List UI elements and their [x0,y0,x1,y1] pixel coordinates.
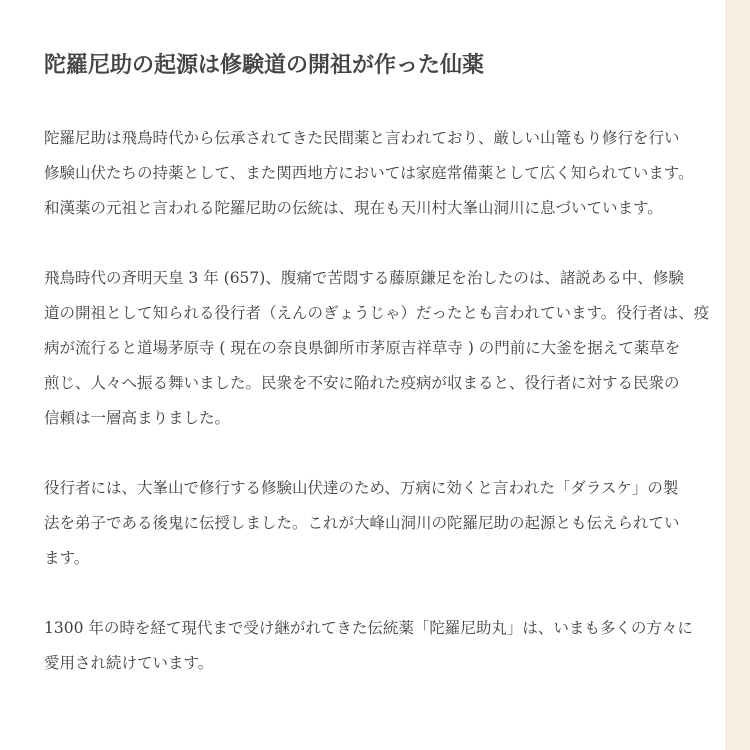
paragraph-1 [44,121,725,226]
paragraph-line: 病が流行ると道場茅原寺 ( 現在の奈良県御所市茅原吉祥草寺 ) の門前に大釜を据えて薬草を [44,339,681,357]
paragraph-line: 陀羅尼助は飛鳥時代から伝承されてきた民間薬と言われており、厳しい山篭もり修行を行い [44,129,680,147]
paragraph-line: 1300 年の時を経て現代まで受け継がれてきた伝統薬「陀羅尼助丸」は、いまも多くの方々に [44,619,693,637]
paragraph-2 [44,261,725,436]
paragraph-line: 修験山伏たちの持薬として、また関西地方においては家庭常備薬として広く知られています。 [44,164,694,182]
article-content [44,50,725,716]
paragraph-line: 飛鳥時代の斉明天皇 3 年 (657)、腹痛で苦悶する藤原鎌足を治したのは、諸説ある中、修験 [44,269,684,287]
paragraph-line: 和漢薬の元祖と言われる陀羅尼助の伝統は、現在も天川村大峯山洞川に息づいています。 [44,199,663,217]
paragraph-line: 愛用され続けています。 [44,654,214,672]
paragraph-line: 法を弟子である後鬼に伝授しました。これが大峰山洞川の陀羅尼助の起源とも伝えられてい [44,514,680,532]
right-decorative-band [725,0,750,750]
article-title: 陀羅尼助の起源は修験道の開祖が作った仙薬 [44,52,485,78]
paragraph-line: 煎じ、人々へ振る舞いました。民衆を不安に陥れた疫病が収まると、役行者に対する民衆の [44,374,680,392]
paragraph-3 [44,471,725,576]
paragraph-4 [44,611,725,681]
paragraph-line: 信頼は一層高まりました。 [44,409,231,427]
paragraph-line: 道の開祖として知られる役行者（えんのぎょうじゃ）だったとも言われています。役行者は、疫 [44,304,710,322]
paragraph-line: ます。 [44,549,90,567]
paragraph-line: 役行者には、大峯山で修行する修験山伏達のため、万病に効くと言われた「ダラスケ」の製 [44,479,679,497]
